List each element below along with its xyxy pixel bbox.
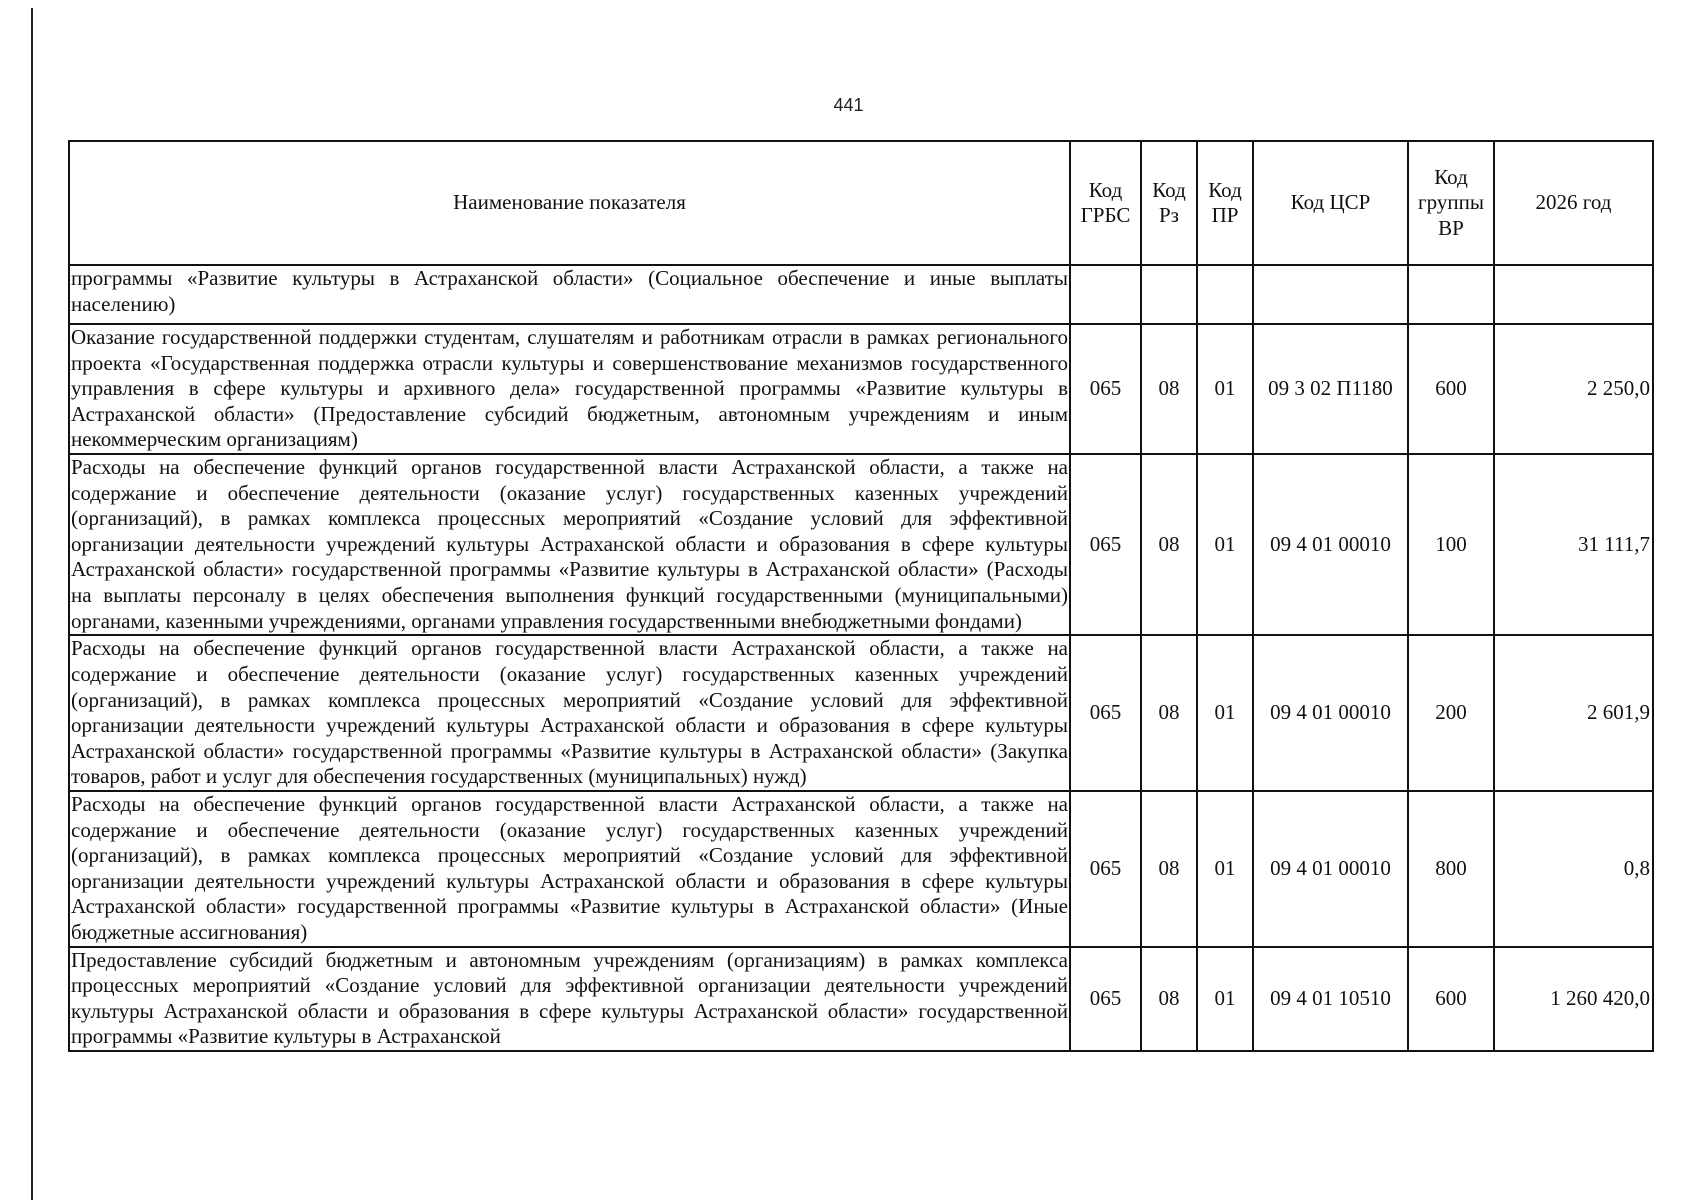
row-amount-cell — [1494, 265, 1653, 324]
table-row — [69, 635, 1653, 791]
row-pr-cell: 01 — [1197, 635, 1253, 791]
header-grbs: Код ГРБС — [1070, 141, 1141, 265]
row-grbs-cell: 065 — [1070, 947, 1141, 1051]
row-pr-cell: 01 — [1197, 791, 1253, 947]
header-rz: Код Рз — [1141, 141, 1197, 265]
table-header-row — [69, 141, 1653, 265]
row-csr-cell: 09 4 01 00010 — [1253, 635, 1408, 791]
row-name-cell: Расходы на обеспечение функций органов государственной власти Астраханской области, а также на содержание и обеспечение деятельности (оказание услуг) государственных казенных учреждений (организаций), в рамках комплекса процессных мероприятий «Создание условий для эффективной организации деятельности учреждений культуры Астраханской области и образования в сфере культуры Астраханской области» государственной программы «Развитие культуры в Астраханской области» (Расходы на выплаты персоналу в целях обеспечения выполнения функций государственными (муниципальными) органами, казенными учреждениями, органами управления государственными внебюджетными фондами) — [69, 454, 1070, 635]
table-row — [69, 324, 1653, 454]
page-number: 441 — [833, 95, 864, 115]
row-rz-cell: 08 — [1141, 324, 1197, 454]
row-pr-cell: 01 — [1197, 324, 1253, 454]
row-name-cell: Оказание государственной поддержки студентам, слушателям и работникам отрасли в рамках регионального проекта «Государственная поддержка отрасли культуры и совершенствование механизмов государственного управления в сфере культуры и архивного дела» государственной программы «Развитие культуры в Астраханской области» (Предоставление субсидий бюджетным, автономным учреждениям и иным некоммерческим организациям) — [69, 324, 1070, 454]
row-vr-cell — [1408, 265, 1494, 324]
header-name: Наименование показателя — [69, 141, 1070, 265]
row-csr-cell: 09 3 02 П1180 — [1253, 324, 1408, 454]
row-name-cell: программы «Развитие культуры в Астраханской области» (Социальное обеспечение и иные выплаты населению) — [69, 265, 1070, 324]
table-row — [69, 454, 1653, 635]
row-rz-cell: 08 — [1141, 947, 1197, 1051]
row-name-cell: Расходы на обеспечение функций органов государственной власти Астраханской области, а также на содержание и обеспечение деятельности (оказание услуг) государственных казенных учреждений (организаций), в рамках комплекса процессных мероприятий «Создание условий для эффективной организации деятельности учреждений культуры Астраханской области и образования в сфере культуры Астраханской области» государственной программы «Развитие культуры в Астраханской области» (Закупка товаров, работ и услуг для обеспечения государственных (муниципальных) нужд) — [69, 635, 1070, 791]
row-amount-cell: 31 111,7 — [1494, 454, 1653, 635]
row-vr-cell: 200 — [1408, 635, 1494, 791]
row-csr-cell: 09 4 01 10510 — [1253, 947, 1408, 1051]
table-row — [69, 791, 1653, 947]
header-pr: Код ПР — [1197, 141, 1253, 265]
row-pr-cell: 01 — [1197, 454, 1253, 635]
table-row — [69, 265, 1653, 324]
row-amount-cell: 0,8 — [1494, 791, 1653, 947]
row-rz-cell — [1141, 265, 1197, 324]
row-grbs-cell: 065 — [1070, 791, 1141, 947]
row-rz-cell: 08 — [1141, 454, 1197, 635]
row-pr-cell — [1197, 265, 1253, 324]
row-name-cell: Предоставление субсидий бюджетным и автономным учреждениям (организациям) в рамках комплекса процессных мероприятий «Создание условий для эффективной организации деятельности учреждений культуры Астраханской области и образования в сфере культуры Астраханской области» государственной программы «Развитие культуры в Астраханской — [69, 947, 1070, 1051]
row-csr-cell: 09 4 01 00010 — [1253, 454, 1408, 635]
page-margin-line — [31, 8, 33, 1200]
row-grbs-cell: 065 — [1070, 635, 1141, 791]
row-rz-cell: 08 — [1141, 791, 1197, 947]
row-grbs-cell — [1070, 265, 1141, 324]
row-amount-cell: 2 250,0 — [1494, 324, 1653, 454]
header-year: 2026 год — [1494, 141, 1653, 265]
row-grbs-cell: 065 — [1070, 324, 1141, 454]
row-amount-cell: 2 601,9 — [1494, 635, 1653, 791]
row-vr-cell: 600 — [1408, 947, 1494, 1051]
row-grbs-cell: 065 — [1070, 454, 1141, 635]
budget-table — [68, 140, 1654, 1052]
header-vr: Код группы ВР — [1408, 141, 1494, 265]
row-csr-cell — [1253, 265, 1408, 324]
row-vr-cell: 600 — [1408, 324, 1494, 454]
row-amount-cell: 1 260 420,0 — [1494, 947, 1653, 1051]
row-rz-cell: 08 — [1141, 635, 1197, 791]
row-vr-cell: 100 — [1408, 454, 1494, 635]
row-csr-cell: 09 4 01 00010 — [1253, 791, 1408, 947]
row-pr-cell: 01 — [1197, 947, 1253, 1051]
row-vr-cell: 800 — [1408, 791, 1494, 947]
header-csr: Код ЦСР — [1253, 141, 1408, 265]
table-row — [69, 947, 1653, 1051]
row-name-cell: Расходы на обеспечение функций органов государственной власти Астраханской области, а также на содержание и обеспечение деятельности (оказание услуг) государственных казенных учреждений (организаций), в рамках комплекса процессных мероприятий «Создание условий для эффективной организации деятельности учреждений культуры Астраханской области и образования в сфере культуры Астраханской области» государственной программы «Развитие культуры в Астраханской области» (Иные бюджетные ассигнования) — [69, 791, 1070, 947]
